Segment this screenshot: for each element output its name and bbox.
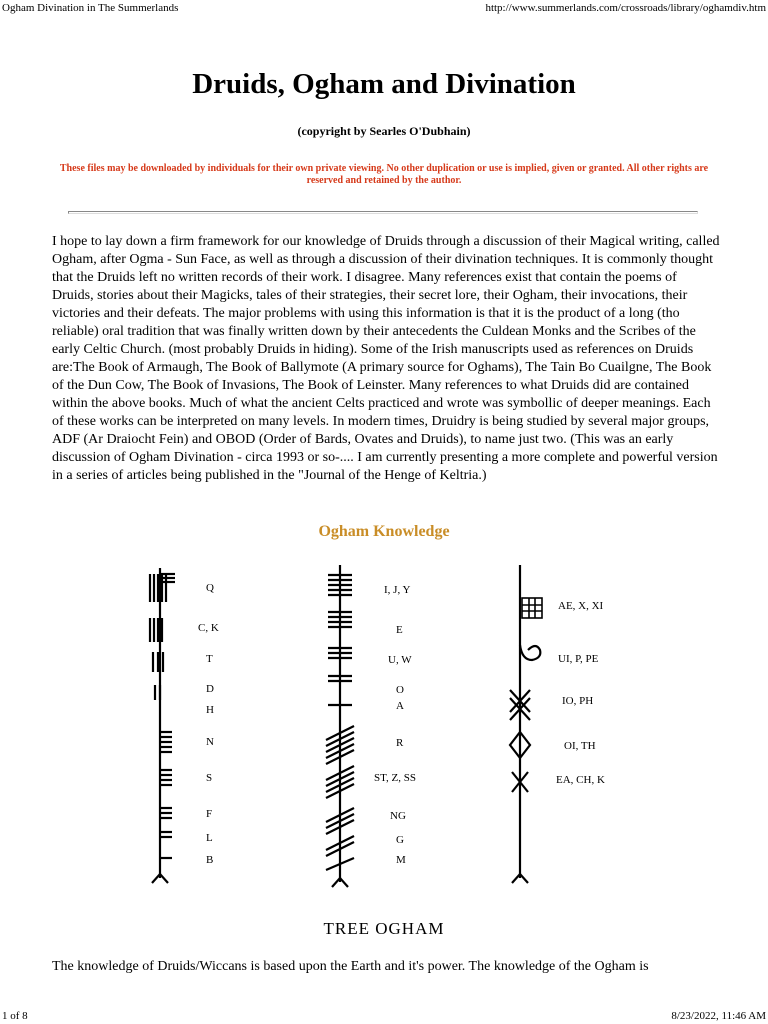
ogham-label-d: D [206,683,214,695]
horizontal-rule [68,211,698,214]
ogham-label-t: T [206,653,213,665]
ogham-label-f: F [206,808,213,820]
ogham-letter-n [160,732,172,752]
ogham-label-o: O [396,684,404,696]
ogham-label-io-ph: IO, PH [562,695,594,707]
ogham-label-oi-th: OI, TH [564,740,596,752]
ogham-label-q: Q [206,582,214,594]
ogham-letter-s [160,770,172,785]
ogham-letter-ae [522,598,542,618]
intro-paragraph: I hope to lay down a firm framework for our knowledge of Druids through a discussion of their Magical writing, called Ogham, after Ogma - Sun Face, as well as through a discussion of their divination techniques. It is commonly thought that the Druids left no written records of their work. I disagree. Many references exist that contain the poems of Druids, stories about their Magicks, tales of their strategies, their secret lore, their Ogham, their invocations, their victories and their defeats. The major problems with using this information is that it is the product of a long (tho reliable) oral tradition that was finally written down by their antecedents the Culdean Monks and the Scribes of the early Celtic Church. (most probably Druids in hiding). Some of the Irish manuscripts used as references on Druids are:The Book of Armaugh, The Book of Ballymote (A primary source for Oghams), The Tain Bo Cuailgne, The Book of the Dun Cow, The Book of Invasions, The Book of Leinster. Many references to what Druids did are contained within the above books. Much of what the ancient Celts practiced and wrote was symbollic of deeper meanings. Each of these works can be interpreted on many levels. In modern times, Druidry is being studied by several major groups, ADF (Ar Draiocht Fein) and OBOD (Order of Bards, Ovates and Druids), to name just two. (This was an early discussion of Ogham Divination - circa 1993 or so-.... I am currently presenting a more complete and powerful version in a series of articles being published in the "Journal of the Henge of Keltria.) [52,234,720,483]
figure-caption: TREE OGHAM [323,919,445,938]
page-title: Druids, Ogham and Divination [192,68,576,100]
ogham-label-r: R [396,737,404,749]
ogham-label-c-k: C, K [198,622,219,634]
ogham-stem-3-base [512,874,528,883]
ogham-label-g: G [396,834,404,846]
rights-notice: These files may be downloaded by individuals for their own private viewing. No other duplication or use is implied, given or granted. All other rights are reserved and retained by the author. [59,163,709,186]
ogham-label-m: M [396,854,406,866]
copyright-line: (copyright by Searles O'Dubhain) [297,124,471,138]
ogham-letter-f [160,808,172,818]
ogham-label-ea-ch-k: EA, CH, K [556,774,605,786]
section-heading: Ogham Knowledge [318,523,450,540]
ogham-label-i-j-y: I, J, Y [384,584,411,596]
ogham-label-e: E [396,624,403,636]
ogham-label-n: N [206,736,214,748]
ogham-letter-t [153,652,163,672]
ogham-letter-l [160,832,172,837]
ogham-label-b: B [206,854,214,866]
ogham-letter-ui [520,645,540,660]
ogham-label-h: H [206,704,214,716]
ogham-label-ae-x-xi: AE, X, XI [558,600,604,612]
ogham-label-l: L [206,832,213,844]
ogham-label-s: S [206,772,213,784]
tree-ogham-figure [140,560,640,890]
ogham-letter-d [155,685,160,700]
ogham-label-ui-p-pe: UI, P, PE [558,653,599,665]
ogham-stem-2-base [332,878,348,887]
print-page-number: 1 of 8 [2,1010,28,1022]
print-url: http://www.summerlands.com/crossroads/library/oghamdiv.htm [485,2,766,14]
ogham-label-st-z-ss: ST, Z, SS [374,772,416,784]
body-paragraph: The knowledge of Druids/Wiccans is based upon the Earth and it's power. The knowledge of the Ogham is [52,959,649,974]
ogham-label-u-w: U, W [388,654,412,666]
ogham-label-ng: NG [390,810,406,822]
print-page-title: Ogham Divination in The Summerlands [2,2,179,14]
ogham-label-a: A [396,700,404,712]
ogham-letter-q [150,574,175,602]
ogham-stem-1-base [152,874,168,883]
print-datetime: 8/23/2022, 11:46 AM [671,1010,766,1022]
